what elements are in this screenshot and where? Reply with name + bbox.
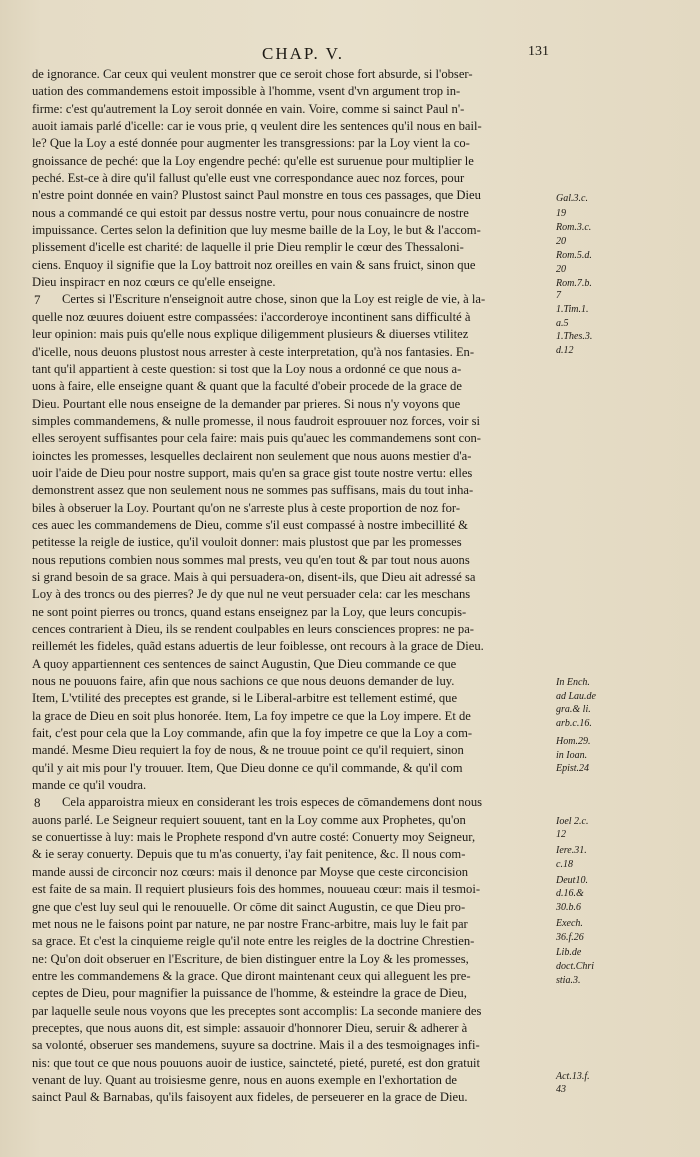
margin-note: a.5 — [556, 317, 569, 329]
text-line: impuissance. Certes selon la definition que luy mesme baille de la Loy, le but & l'accom- — [32, 223, 481, 238]
text-line: mande ce qu'il voudra. — [32, 778, 147, 793]
text-line: firme: c'est qu'autrement la Loy seroit donnée en vain. Voire, comme si sainct Paul n'- — [32, 101, 465, 116]
margin-note: d.12 — [556, 345, 574, 357]
text-line: quelle noz œuures doiuent estre compassées: i'accorderoye incontinent sans difficulté à — [32, 309, 471, 324]
page-number: 131 — [528, 44, 549, 59]
text-line: nous ne pouuons faire, afin que nous sachions ce que nous deuons demander de luy. — [32, 674, 455, 689]
text-line: sainct Paul & Barnabas, qu'ils faisoyent aux fideles, de perseuerer en la grace de Dieu. — [32, 1090, 468, 1105]
margin-note: d.16.& — [556, 888, 584, 900]
margin-note: arb.c.16. — [556, 718, 592, 730]
text-line: Item, L'vtilité des preceptes est grande, si le Liberal-arbitre est tellement estimé, que — [32, 691, 458, 706]
text-line: si grand besoin de sa grace. Mais à qui persuadera-on, disent-ils, que Dieu ait adressé sa — [32, 569, 476, 584]
margin-note: Rom.3.c. — [556, 222, 592, 234]
text-line: mandé. Mesme Dieu requiert la foy de nous, & ne trouue point ce qu'il requiert, sinon — [32, 743, 464, 758]
text-line: elles seroyent suffisantes pour cela faire: mais puis qu'auec les commandemens sont con- — [32, 431, 481, 446]
margin-note: Rom.5.d. — [556, 249, 592, 261]
margin-note: ad Lau.de — [556, 690, 596, 702]
section-number: 8 — [34, 794, 41, 810]
text-line: n'estre point donnée en vain? Plustost sainct Paul monstre en tous ces passages, que Dieu — [32, 188, 481, 203]
margin-note: 30.b.6 — [556, 902, 581, 914]
text-line: auoit iamais parlé d'icelle: car ie vous prie, q veulent dire les sentences qu'il nous en bail- — [32, 119, 482, 134]
text-line: Dieu. Pourtant elle nous enseigne de la demander par prieres. Si nous n'y voyons que — [32, 396, 461, 411]
margin-note: Epist.24 — [556, 763, 590, 775]
text-line: ciens. Enquoy il signifie que la Loy battroit noz oreilles en vain & sans fruict, sinon que — [32, 257, 476, 272]
text-line: biles à obseruer la Loy. Pourtant qu'on ne s'arreste plus à ceste proportion de noz for- — [32, 500, 461, 515]
text-line: fait, c'est pour cela que la Loy commande, afin que la foy impetre ce que la Loy a com- — [32, 726, 473, 741]
margin-note: Hom.29. — [556, 735, 591, 747]
text-line: entre les commandemens & la grace. Que diront maintenant ceux qui alleguent les pre- — [32, 968, 471, 983]
text-line: Dieu inspiraст en noz cœurs ce qu'elle enseigne. — [32, 275, 276, 290]
section-number: 7 — [34, 291, 41, 307]
text-line: ceptes de Dieu, pour magnifier la puissance de l'homme, & esteindre la grace de Dieu, — [32, 986, 467, 1001]
margin-note: c.18 — [556, 858, 573, 870]
margin-note: 12 — [556, 829, 566, 841]
margin-note: Rom.7.b. — [556, 277, 592, 289]
text-line: demonstrent assez que non seulement nous ne sommes pas suffisans, mais du tout inha- — [32, 483, 474, 498]
text-line: uoir l'aide de Dieu pour nostre support, mais qu'en sa grace gist toute nostre vertu: elles — [32, 465, 473, 480]
text-line: de ignorance. Car ceux qui veulent monstrer que ce seroit chose fort absurde, si l'obser- — [32, 67, 473, 81]
text-line: se conuertisse à luy: mais le Prophete respond d'vn autre costé: Conuerty moy Seigneur, — [32, 830, 476, 845]
text-line: sa volonté, obseruer ses mandemens, suyure sa doctrine. Mais il a des tesmoignages infi- — [32, 1038, 480, 1053]
margin-note: Ioel 2.c. — [556, 815, 589, 827]
text-line: gne que c'est luy seul qui le renouuelle. Or cōme dit sainct Augustin, ce que Dieu pro- — [32, 899, 466, 914]
margin-note: doct.Chri — [556, 961, 595, 973]
margin-note: Exech. — [556, 917, 583, 929]
text-line: cences contrarient à Dieu, ils se rendent coulpables en leurs consciences propres: ne pa- — [32, 622, 474, 636]
text-line: plissement d'icelle est charité: de laquelle il prie Dieu remplir le cœur des Thessaloni- — [32, 240, 464, 255]
margin-note: 36.f.26 — [556, 931, 584, 943]
text-line: nous reputions combien nous sommes mal prests, veu qu'en tout & par tout nous auons — [32, 552, 470, 567]
page-header — [0, 44, 700, 66]
text-line: venant de luy. Quant au troisiesme genre, nous en auons exemple en l'exhortation de — [32, 1072, 457, 1087]
text-line: leur opinion: mais puis qu'elle nous explique diligemment plusieurs & diuerses vtilitez — [32, 327, 469, 342]
text-line: simples commandemens, & nulle promesse, il nous faudroit esprouuer noz forces, voir si — [32, 413, 481, 428]
margin-note: 7 — [556, 289, 561, 301]
margin-note: 19 — [556, 208, 566, 220]
text-line: Certes si l'Escriture n'enseignoit autre chose, sinon que la Loy est reigle de vie, à la- — [62, 292, 486, 307]
margin-note: Gal.3.c. — [556, 192, 588, 204]
text-line: nous a commandé ce qui estoit par dessus nostre vertu, pour nous conuaincre de nostre — [32, 205, 469, 220]
text-line: Cela apparoistra mieux en considerant les trois especes de cōmandemens dont nous — [62, 795, 483, 810]
text-line: nis: que tout ce que nous pouuons auoir de iustice, saincteté, pieté, pureté, est don gratuit — [32, 1055, 481, 1070]
text-line: par laquelle seule nous voyons que les preceptes sont accomplis: La seconde maniere des — [32, 1003, 482, 1018]
text-line: le? Que la Loy a esté donnée pour augmenter les transgressions: par la Loy vient la co- — [32, 136, 470, 151]
margin-note: 1.Thes.3. — [556, 331, 593, 343]
text-line: petitesse la reigle de iustice, qu'il vouloit donner: mais plustost que par les promesses — [32, 535, 462, 550]
margin-note: In Ench. — [556, 676, 590, 688]
text-line: est faite de sa main. Il requiert plusieurs fois des hommes, nouueau cœur: mais il tesmoi- — [32, 882, 481, 897]
text-line: & ie seray conuerty. Depuis que tu m'as conuerty, i'ay fait penitence, &c. Il nous com- — [32, 847, 466, 862]
margin-note: Iere.31. — [556, 845, 587, 856]
text-line: d'icelle, nous deuons plustost nous arrester à ceste interpretation, qu'à nos fantasies. En- — [32, 344, 475, 359]
text-line: reillemét les fideles, quãd estans aduertis de leur foiblesse, ont recours à la grace de Dieu. — [32, 639, 484, 654]
text-line: auons parlé. Le Seigneur requiert souuent, tant en la Loy comme aux Prophetes, qu'on — [32, 812, 466, 827]
text-line: la grace de Dieu en soit plus honorée. Item, La foy impetre ce que la Loy impere. Et de — [32, 708, 471, 723]
text-line: met nous ne le faisons point par nature, ne par nostre Franc-arbitre, mais luy le fait par — [32, 916, 468, 931]
margin-note: 1.Tim.1. — [556, 303, 589, 315]
text-line: A quoy appartiennent ces sentences de sainct Augustin, Que Dieu commande ce que — [32, 656, 457, 671]
margin-note: gra.& li. — [556, 704, 591, 716]
text-line: qu'il y ait mis pour l'y trouuer. Item, Que Dieu donne ce qu'il commande, & qu'il com — [32, 760, 463, 775]
text-line: ne sont point pierres ou troncs, quand estans enseignez par la Loy, que leurs concupis- — [32, 604, 467, 619]
text-line: ces auec les commandemens de Dieu, comme s'il eust compassé à nostre imbecillité & — [32, 517, 468, 532]
text-line: peché. Est-ce à dire qu'il fallust qu'elle eust vne correspondance auec noz forces, pour — [32, 171, 465, 186]
margin-note: Act.13.f. — [556, 1070, 590, 1082]
running-title: CHAP. V. — [262, 44, 344, 63]
text-line: uation des commandemens estoit impossible à l'homme, vsent d'vn argument trop in- — [32, 84, 461, 99]
text-line: uons à faire, elle enseigne quant & quant que la faculté d'obeir procede de la grace de — [32, 379, 462, 394]
margin-note: stia.3. — [556, 975, 581, 987]
margin-note: Deut10. — [556, 874, 588, 886]
margin-note: Lib.de — [556, 947, 582, 959]
margin-note: 20 — [556, 236, 566, 248]
text-line: sa grace. Et c'est la cinquieme reigle qu'il note entre les reigles de la doctrine Chrestien- — [32, 934, 475, 949]
text-line: tant qu'il appartient à ceste question: si tost que la Loy nous a ordonné ce que nous a- — [32, 361, 462, 376]
margin-note: 20 — [556, 263, 566, 275]
text-line: ioinctes les promesses, lesquelles declairent non seulement que nous auons mestier d'a- — [32, 448, 472, 463]
text-line: Loy à des troncs ou des pierres? Je dy que nul ne veut persuader cela: car les meschans — [32, 587, 471, 602]
text-line: preceptes, que nous auons dit, est simple: assauoir d'honnorer Dieu, seruir & adherer à — [32, 1020, 468, 1035]
text-line: mande aussi de circoncir noz cœurs: mais il denonce par Moyse que ceste circoncision — [32, 864, 469, 879]
margin-note: 43 — [556, 1084, 566, 1096]
text-line: ne: Qu'on doit obseruer en l'Escriture, de bien distinguer entre la Loy & les promesses, — [32, 951, 469, 966]
text-line: gnoissance de peché: que la Loy engendre peché: qu'elle est suruenue pour multiplier le — [32, 153, 474, 168]
margin-note: in Ioan. — [556, 749, 588, 761]
body-text — [32, 66, 552, 1107]
